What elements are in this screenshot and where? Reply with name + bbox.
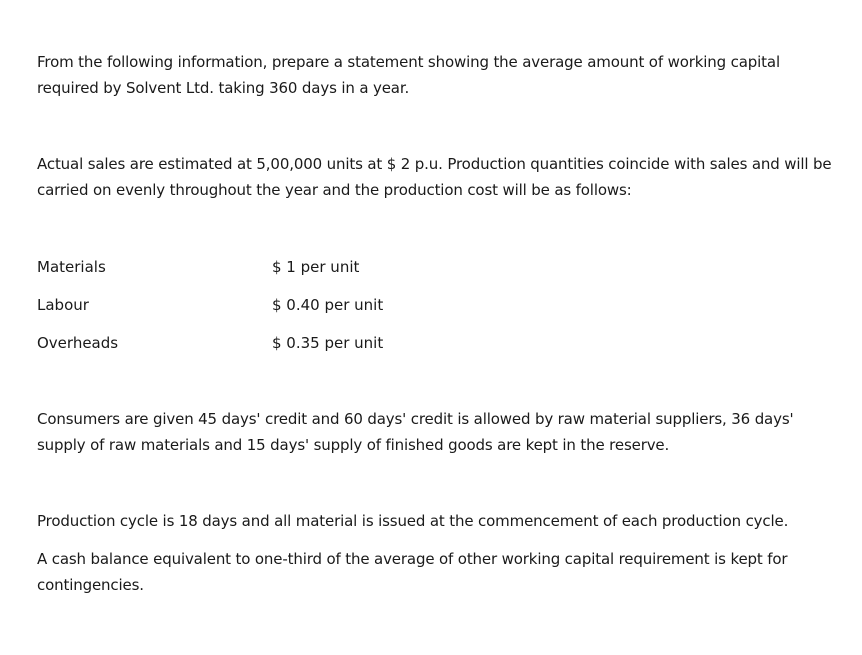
cost-label: Materials bbox=[37, 258, 106, 276]
cost-value: $ 0.40 per unit bbox=[272, 296, 384, 314]
cost-label: Labour bbox=[37, 296, 89, 314]
cost-row-materials bbox=[0, 254, 862, 280]
cost-row-overheads bbox=[0, 330, 862, 356]
sales-paragraph: Actual sales are estimated at 5,00,000 units at $ 2 p.u. Production quantities coincide with sales and will be carried on evenly throughout the year and the production cost will be as follows: bbox=[37, 155, 832, 199]
cost-value: $ 0.35 per unit bbox=[272, 334, 384, 352]
intro-paragraph: From the following information, prepare a statement showing the average amount of working capital required by Solvent Ltd. taking 360 days in a year. bbox=[37, 53, 780, 97]
cost-label: Overheads bbox=[37, 334, 119, 352]
production-cycle-paragraph: Production cycle is 18 days and all material is issued at the commencement of each production cycle. bbox=[37, 512, 789, 530]
cash-balance-paragraph: A cash balance equivalent to one-third of the average of other working capital requirement is kept for contingencies. bbox=[37, 550, 788, 594]
cost-row-labour bbox=[0, 292, 862, 318]
cost-value: $ 1 per unit bbox=[272, 258, 360, 276]
credit-paragraph: Consumers are given 45 days' credit and 60 days' credit is allowed by raw material suppliers, 36 days' supply of raw materials and 15 days' supply of finished goods are kept in the reserve. bbox=[37, 410, 794, 454]
